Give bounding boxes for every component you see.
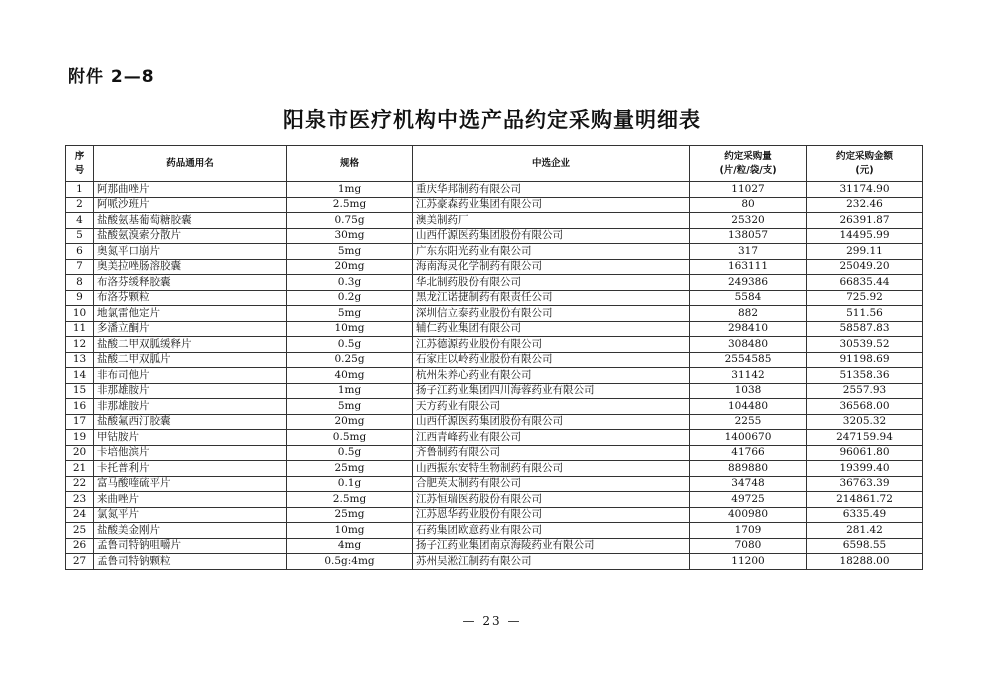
table-row: [66, 352, 923, 368]
cell-qty: 34748: [690, 476, 807, 492]
cell-spec: 25mg: [287, 507, 413, 523]
cell-amount: 31174.90: [807, 182, 923, 198]
cell-qty: 2554585: [690, 352, 807, 368]
column-header-qty: [690, 146, 807, 182]
cell-no: 16: [66, 399, 94, 415]
cell-drug-name: 阿哌沙班片: [94, 197, 287, 213]
cell-no: 7: [66, 259, 94, 275]
cell-no: 2: [66, 197, 94, 213]
cell-amount: 214861.72: [807, 492, 923, 508]
cell-no: 15: [66, 383, 94, 399]
cell-no: 12: [66, 337, 94, 353]
cell-amount: 232.46: [807, 197, 923, 213]
cell-amount: 25049.20: [807, 259, 923, 275]
cell-company: 江苏恒瑞医药股份有限公司: [413, 492, 690, 508]
cell-company: 黑龙江诺捷制药有限责任公司: [413, 290, 690, 306]
cell-amount: 30539.52: [807, 337, 923, 353]
table-row: [66, 476, 923, 492]
cell-spec: 2.5mg: [287, 197, 413, 213]
cell-qty: 2255: [690, 414, 807, 430]
cell-qty: 11200: [690, 554, 807, 570]
cell-drug-name: 盐酸氟西汀胶囊: [94, 414, 287, 430]
table-row: [66, 383, 923, 399]
cell-amount: 511.56: [807, 306, 923, 322]
column-header-no-line1: 序: [74, 150, 85, 162]
cell-qty: 163111: [690, 259, 807, 275]
cell-spec: 20mg: [287, 414, 413, 430]
cell-drug-name: 奥美拉唑肠溶胶囊: [94, 259, 287, 275]
cell-amount: 2557.93: [807, 383, 923, 399]
table-row: [66, 554, 923, 570]
cell-company: 石药集团欧意药业有限公司: [413, 523, 690, 539]
cell-no: 8: [66, 275, 94, 291]
cell-company: 深圳信立泰药业股份有限公司: [413, 306, 690, 322]
cell-amount: 19399.40: [807, 461, 923, 477]
cell-company: 江苏恩华药业股份有限公司: [413, 507, 690, 523]
cell-amount: 3205.32: [807, 414, 923, 430]
cell-qty: 11027: [690, 182, 807, 198]
cell-drug-name: 来曲唑片: [94, 492, 287, 508]
cell-drug-name: 地氯雷他定片: [94, 306, 287, 322]
cell-no: 24: [66, 507, 94, 523]
attachment-label: 附件 2—8: [68, 67, 155, 87]
cell-drug-name: 卡托普利片: [94, 461, 287, 477]
cell-qty: 1400670: [690, 430, 807, 446]
cell-company: 华北制药股份有限公司: [413, 275, 690, 291]
cell-drug-name: 卡培他滨片: [94, 445, 287, 461]
cell-no: 25: [66, 523, 94, 539]
cell-drug-name: 盐酸氨基葡萄糖胶囊: [94, 213, 287, 229]
cell-qty: 1038: [690, 383, 807, 399]
cell-qty: 317: [690, 244, 807, 260]
column-header-spec: 规格: [287, 146, 413, 182]
table-row: [66, 523, 923, 539]
cell-spec: 0.3g: [287, 275, 413, 291]
cell-company: 杭州朱养心药业有限公司: [413, 368, 690, 384]
table-row: [66, 259, 923, 275]
cell-company: 辅仁药业集团有限公司: [413, 321, 690, 337]
cell-qty: 249386: [690, 275, 807, 291]
cell-amount: 36568.00: [807, 399, 923, 415]
cell-spec: 0.25g: [287, 352, 413, 368]
table-row: [66, 492, 923, 508]
cell-spec: 25mg: [287, 461, 413, 477]
table-row: [66, 213, 923, 229]
column-header-drug-name: 药品通用名: [94, 146, 287, 182]
table-row: [66, 368, 923, 384]
cell-amount: 51358.36: [807, 368, 923, 384]
cell-no: 10: [66, 306, 94, 322]
cell-qty: 308480: [690, 337, 807, 353]
cell-amount: 14495.99: [807, 228, 923, 244]
page-number: — 23 —: [462, 614, 522, 628]
cell-drug-name: 富马酸喹硫平片: [94, 476, 287, 492]
cell-company: 山西振东安特生物制药有限公司: [413, 461, 690, 477]
cell-no: 6: [66, 244, 94, 260]
cell-amount: 299.11: [807, 244, 923, 260]
column-header-amount: [807, 146, 923, 182]
cell-spec: 0.5mg: [287, 430, 413, 446]
cell-no: 22: [66, 476, 94, 492]
cell-spec: 1mg: [287, 383, 413, 399]
cell-company: 齐鲁制药有限公司: [413, 445, 690, 461]
cell-qty: 5584: [690, 290, 807, 306]
table-row: [66, 306, 923, 322]
column-header-qty-line1: 约定采购量: [724, 150, 772, 162]
table-row: [66, 430, 923, 446]
cell-company: 天方药业有限公司: [413, 399, 690, 415]
column-header-amount-line2: (元): [855, 164, 874, 176]
cell-drug-name: 阿那曲唑片: [94, 182, 287, 198]
cell-amount: 36763.39: [807, 476, 923, 492]
cell-qty: 889880: [690, 461, 807, 477]
cell-no: 4: [66, 213, 94, 229]
cell-company: 石家庄以岭药业股份有限公司: [413, 352, 690, 368]
cell-company: 山西仟源医药集团股份有限公司: [413, 228, 690, 244]
cell-drug-name: 奥氮平口崩片: [94, 244, 287, 260]
cell-company: 海南海灵化学制药有限公司: [413, 259, 690, 275]
cell-no: 17: [66, 414, 94, 430]
cell-spec: 0.75g: [287, 213, 413, 229]
cell-no: 9: [66, 290, 94, 306]
cell-spec: 40mg: [287, 368, 413, 384]
cell-amount: 247159.94: [807, 430, 923, 446]
cell-drug-name: 多潘立酮片: [94, 321, 287, 337]
cell-no: 21: [66, 461, 94, 477]
cell-company: 江苏德源药业股份有限公司: [413, 337, 690, 353]
cell-no: 1: [66, 182, 94, 198]
cell-spec: 5mg: [287, 399, 413, 415]
cell-drug-name: 氯氮平片: [94, 507, 287, 523]
cell-company: 澳美制药厂: [413, 213, 690, 229]
cell-drug-name: 非那雄胺片: [94, 383, 287, 399]
cell-no: 11: [66, 321, 94, 337]
cell-qty: 80: [690, 197, 807, 213]
cell-company: 江苏豪森药业集团有限公司: [413, 197, 690, 213]
cell-drug-name: 非那雄胺片: [94, 399, 287, 415]
column-header-company: 中选企业: [413, 146, 690, 182]
cell-spec: 0.1g: [287, 476, 413, 492]
cell-company: 扬子江药业集团四川海蓉药业有限公司: [413, 383, 690, 399]
cell-drug-name: 布洛芬缓释胶囊: [94, 275, 287, 291]
cell-company: 山西仟源医药集团股份有限公司: [413, 414, 690, 430]
cell-spec: 10mg: [287, 523, 413, 539]
cell-qty: 138057: [690, 228, 807, 244]
cell-drug-name: 孟鲁司特钠咀嚼片: [94, 538, 287, 554]
cell-no: 5: [66, 228, 94, 244]
column-header-no: [66, 146, 94, 182]
cell-no: 23: [66, 492, 94, 508]
procurement-table: [65, 145, 923, 570]
cell-no: 14: [66, 368, 94, 384]
cell-amount: 6335.49: [807, 507, 923, 523]
cell-drug-name: 孟鲁司特钠颗粒: [94, 554, 287, 570]
cell-amount: 26391.87: [807, 213, 923, 229]
cell-drug-name: 非布司他片: [94, 368, 287, 384]
cell-drug-name: 盐酸美金刚片: [94, 523, 287, 539]
table-row: [66, 399, 923, 415]
table-row: [66, 290, 923, 306]
cell-no: 13: [66, 352, 94, 368]
table-row: [66, 414, 923, 430]
cell-spec: 1mg: [287, 182, 413, 198]
cell-spec: 5mg: [287, 244, 413, 260]
cell-drug-name: 盐酸二甲双胍缓释片: [94, 337, 287, 353]
table-row: [66, 461, 923, 477]
cell-spec: 0.5g:4mg: [287, 554, 413, 570]
cell-company: 江西青峰药业有限公司: [413, 430, 690, 446]
cell-amount: 725.92: [807, 290, 923, 306]
cell-company: 苏州吴淞江制药有限公司: [413, 554, 690, 570]
cell-amount: 281.42: [807, 523, 923, 539]
cell-drug-name: 甲钴胺片: [94, 430, 287, 446]
table-row: [66, 321, 923, 337]
cell-qty: 1709: [690, 523, 807, 539]
cell-amount: 66835.44: [807, 275, 923, 291]
cell-spec: 4mg: [287, 538, 413, 554]
cell-amount: 18288.00: [807, 554, 923, 570]
cell-qty: 25320: [690, 213, 807, 229]
cell-company: 扬子江药业集团南京海陵药业有限公司: [413, 538, 690, 554]
cell-spec: 5mg: [287, 306, 413, 322]
cell-qty: 41766: [690, 445, 807, 461]
cell-no: 19: [66, 430, 94, 446]
column-header-no-line2: 号: [74, 164, 85, 176]
cell-drug-name: 盐酸二甲双胍片: [94, 352, 287, 368]
cell-qty: 49725: [690, 492, 807, 508]
document-title: 阳泉市医疗机构中选产品约定采购量明细表: [283, 107, 701, 132]
cell-drug-name: 盐酸氨溴索分散片: [94, 228, 287, 244]
cell-company: 重庆华邦制药有限公司: [413, 182, 690, 198]
column-header-amount-line1: 约定采购金额: [835, 150, 893, 162]
cell-qty: 104480: [690, 399, 807, 415]
cell-company: 广东东阳光药业有限公司: [413, 244, 690, 260]
cell-spec: 2.5mg: [287, 492, 413, 508]
cell-qty: 400980: [690, 507, 807, 523]
table-body: [66, 182, 923, 570]
cell-amount: 58587.83: [807, 321, 923, 337]
cell-qty: 882: [690, 306, 807, 322]
cell-spec: 10mg: [287, 321, 413, 337]
cell-spec: 20mg: [287, 259, 413, 275]
cell-qty: 31142: [690, 368, 807, 384]
cell-no: 20: [66, 445, 94, 461]
cell-amount: 91198.69: [807, 352, 923, 368]
cell-qty: 298410: [690, 321, 807, 337]
cell-company: 合肥英太制药有限公司: [413, 476, 690, 492]
table-row: [66, 197, 923, 213]
cell-no: 27: [66, 554, 94, 570]
table-row: [66, 275, 923, 291]
cell-no: 26: [66, 538, 94, 554]
cell-amount: 96061.80: [807, 445, 923, 461]
cell-qty: 7080: [690, 538, 807, 554]
table-row: [66, 507, 923, 523]
column-header-qty-line2: (片/粒/袋/支): [719, 164, 777, 176]
cell-spec: 0.5g: [287, 337, 413, 353]
table-row: [66, 228, 923, 244]
cell-drug-name: 布洛芬颗粒: [94, 290, 287, 306]
table-row: [66, 538, 923, 554]
cell-amount: 6598.55: [807, 538, 923, 554]
table-row: [66, 182, 923, 198]
table-row: [66, 445, 923, 461]
cell-spec: 30mg: [287, 228, 413, 244]
table-row: [66, 337, 923, 353]
cell-spec: 0.2g: [287, 290, 413, 306]
table-header-row: [66, 146, 923, 182]
cell-spec: 0.5g: [287, 445, 413, 461]
table-row: [66, 244, 923, 260]
